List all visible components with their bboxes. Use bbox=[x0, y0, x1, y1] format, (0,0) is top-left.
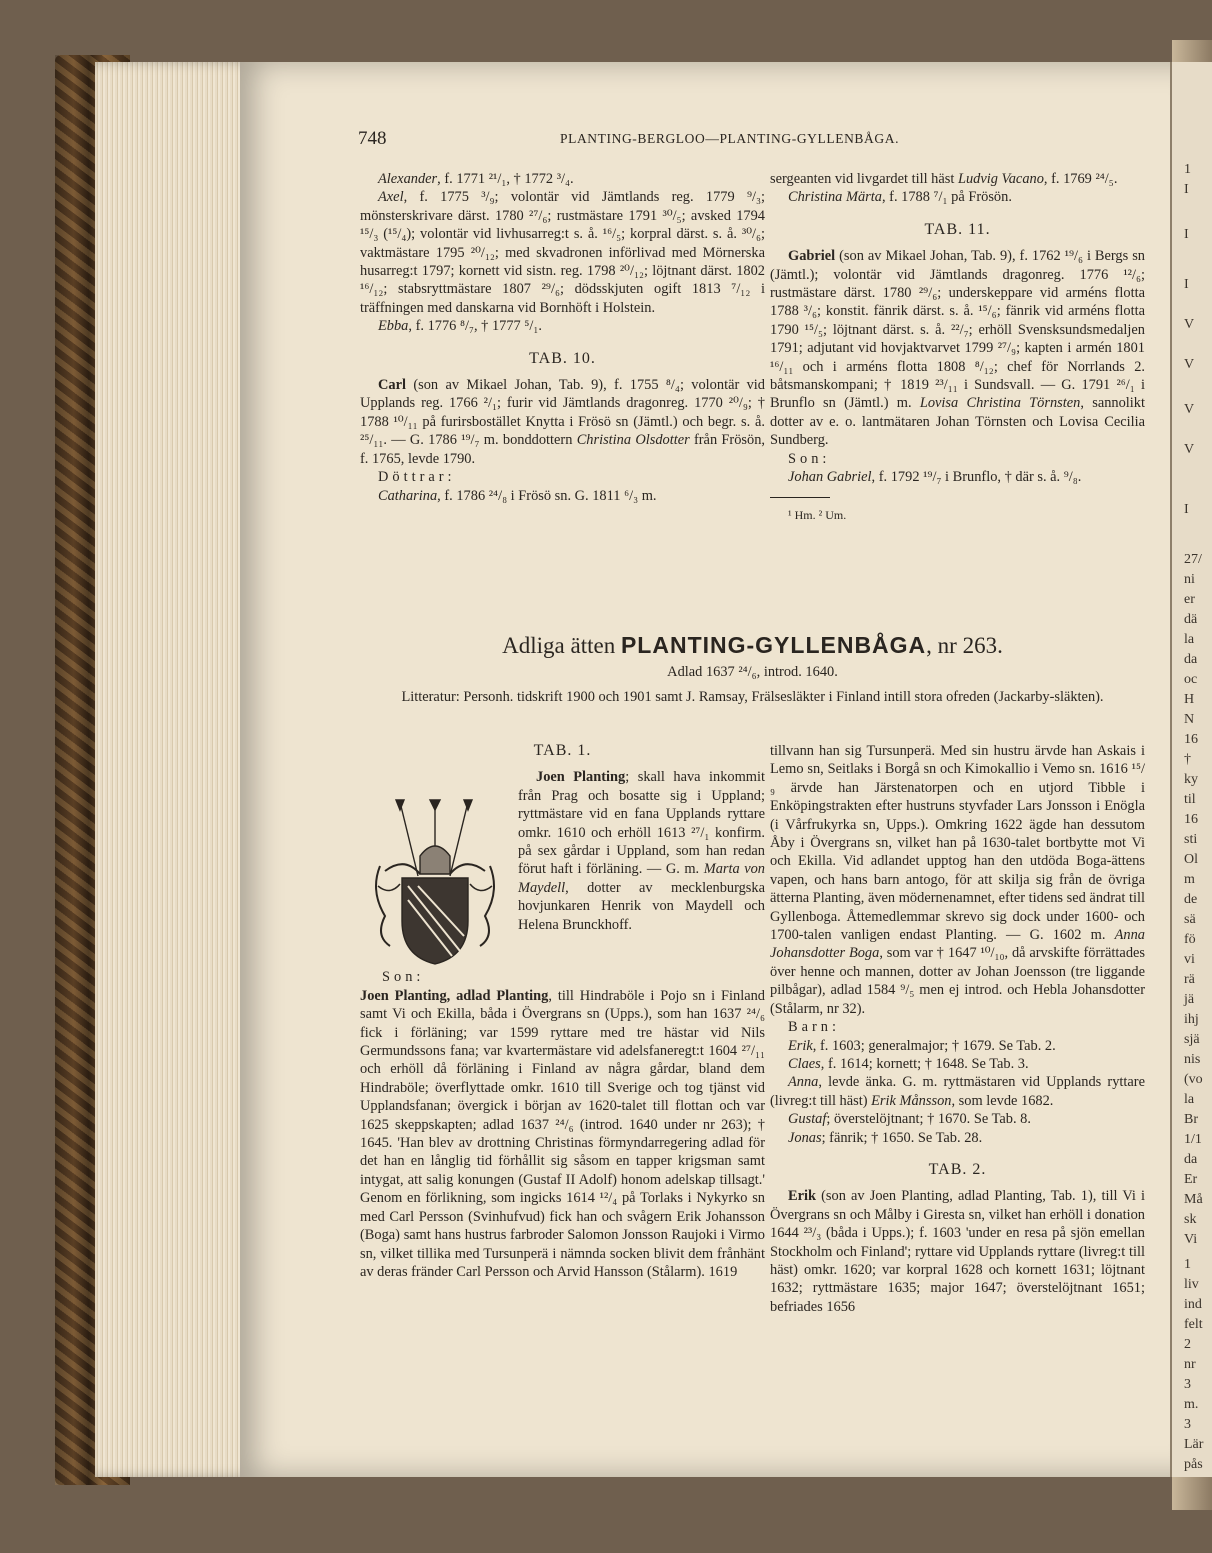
next-page-fragment: ky bbox=[1184, 772, 1198, 787]
entry-christina bbox=[770, 188, 1145, 206]
next-page-fragment: nis bbox=[1184, 1052, 1201, 1067]
next-page-fragment: sti bbox=[1184, 832, 1198, 847]
family-name: PLANTING-GYLLENBÅGA bbox=[620, 632, 927, 658]
body-text: (son av Mikael Johan, Tab. 9), f. 1762 ¹⁹/₆ i Bergs sn (Jämtl.); volontär vid Jämtlands dragonreg. 1776 ¹²/₆; rustmästare därst. 1780 ²⁹/₆; underskeppare vid arméns flotta 1788 ³/₆; konstit. fänrik därst. s. å. ¹⁵/₆; fänrik vid arméns flotta 1790 ¹⁵/₅; löjtnant därst. s. å. ²²/₇; erhöll Svensksundsmedaljen 1791; adjutant vid hovjaktvarvet 1799 ²⁷/₉; kapten i armén 1801 ¹⁶/₁₁ och i arméns flotta 1808 ⁸/₁₂; chef för Norrlands 2. båtsmanskompani; † 1819 ²³/₁₁ i Sundsvall. — G. 1791 ²⁶/₁ i Brunflo sn (Jämtl.) m. bbox=[770, 248, 1145, 412]
next-page-fragment: 2 bbox=[1184, 1337, 1191, 1352]
next-page-fragment: liv bbox=[1184, 1277, 1199, 1292]
coat-of-arms-icon bbox=[360, 796, 510, 968]
person-name: Anna bbox=[788, 1074, 819, 1091]
next-page-fragment: fö bbox=[1184, 932, 1196, 947]
bottom-left-column bbox=[360, 742, 765, 1281]
next-page-fragment: Er bbox=[1184, 1172, 1198, 1187]
child-entry bbox=[770, 1055, 1145, 1073]
person-name: Claes bbox=[788, 1055, 821, 1072]
footnote: ¹ Hm. ² Um. bbox=[788, 507, 847, 522]
person-name: Erik bbox=[788, 1188, 816, 1205]
next-page-fragment: dä bbox=[1184, 612, 1198, 627]
next-page-fragment: Ol bbox=[1184, 852, 1198, 867]
person-name: Johan Gabriel bbox=[788, 469, 872, 486]
body-text: , f. 1769 ²⁴/₅. bbox=[1043, 171, 1118, 187]
body-text: , f. 1786 ²⁴/₈ i Frösö sn. G. 1811 ⁶/₃ m. bbox=[437, 487, 657, 504]
spouse-name: Marta von Maydell bbox=[518, 861, 766, 896]
next-page-fragment: N bbox=[1184, 712, 1195, 727]
entry-axel bbox=[360, 188, 765, 317]
next-page-fragment: la bbox=[1184, 632, 1195, 647]
tab2-heading: TAB. 2. bbox=[928, 1160, 987, 1178]
next-page-fragment: pås bbox=[1184, 1457, 1203, 1472]
running-title: PLANTING-BERGLOO—PLANTING-GYLLENBÅGA. bbox=[560, 131, 900, 146]
body-text: (son av Joen Planting, adlad Planting, Tab. 1), till Vi i Övergrans sn och Målby i Giresta sn, vilket han erhöll i donation 1644 ²³/₃ (båda i Upps.); f. 1603 'under en resa på sjön emellan Stockholm och Finland'; ryttare vid Upplands ryttare (livreg:t till häst) omkr. 1620; var korpral 1628 och kornett 1631; löjtnant 1632; ryttmästare 1635; major 1647; överstelöjtnant 1651; befriades 1656 bbox=[770, 1188, 1145, 1315]
next-page-fragment: sk bbox=[1184, 1212, 1197, 1227]
person-name: Catharina bbox=[378, 487, 438, 504]
body-text: , dotter av mecklenburgska hovjunkaren Henrik von Maydell och Helena Brunckhoff. bbox=[518, 879, 765, 933]
spouse-name: Christina Olsdotter bbox=[576, 432, 690, 449]
person-name: Gustaf bbox=[788, 1111, 827, 1128]
son-label: Son: bbox=[788, 450, 831, 467]
next-page-fragment: sä bbox=[1184, 912, 1196, 927]
body-text: (son av Mikael Johan, Tab. 9), f. 1755 ⁸/₄; volontär vid Upplands reg. 1766 ²/₁; furir vid Jämtlands dragonreg. 1770 ²⁰/₉; † 1788 ¹⁰/₁₁ på furirsbostället Knytta i Frösö sn (Jämtl.) och begr. s. å. ²⁵/₁₁. — G. 1786 ¹⁹/₇ m. bonddottern bbox=[360, 377, 765, 449]
next-page-fragment: vi bbox=[1184, 952, 1195, 967]
body-text: ; fänrik; † 1650. Se Tab. 28. bbox=[821, 1129, 983, 1146]
next-page-fragment: I bbox=[1184, 182, 1189, 197]
continued-text bbox=[770, 170, 1145, 188]
person-name: Joen Planting bbox=[536, 769, 626, 786]
next-page-fragment: ind bbox=[1184, 1297, 1202, 1312]
person-name: Joen Planting, adlad Planting bbox=[360, 987, 549, 1004]
page-number: 748 bbox=[358, 128, 387, 149]
spouse-name: Ludvig Vacano bbox=[957, 171, 1044, 187]
entry-name: Alexander bbox=[378, 171, 438, 187]
person-name: Erik bbox=[788, 1037, 813, 1054]
tab2-text bbox=[770, 1187, 1145, 1316]
next-page-fragment: I bbox=[1184, 502, 1189, 517]
entry-name: Axel bbox=[378, 189, 404, 206]
top-left-column bbox=[360, 170, 765, 505]
daughter-entry bbox=[360, 487, 765, 505]
next-page-fragment: Lär bbox=[1184, 1437, 1204, 1452]
child-entry bbox=[770, 1129, 1145, 1147]
next-page-fragment: 16 bbox=[1184, 732, 1198, 747]
next-page-fragment: 16 bbox=[1184, 812, 1198, 827]
next-page-fragment: Må bbox=[1184, 1192, 1203, 1207]
next-page-fragment: rä bbox=[1184, 972, 1195, 987]
children-label: Barn: bbox=[788, 1019, 840, 1036]
next-page-fragment: ihj bbox=[1184, 1012, 1199, 1027]
tab10-text bbox=[360, 376, 765, 468]
son-entry bbox=[360, 987, 765, 1282]
next-page-fragment: til bbox=[1184, 792, 1196, 807]
person-name: Carl bbox=[378, 377, 406, 394]
body-text: sergeanten vid livgardet till häst bbox=[770, 171, 958, 187]
child-entry bbox=[770, 1037, 1145, 1055]
person-name: Christina Märta bbox=[788, 189, 882, 206]
literature-line: Litteratur: Personh. tidskrift 1900 och 1901 samt J. Ramsay, Frälsesläkter i Finland intill stora ofreden (Jackarby-släkten). bbox=[401, 689, 1104, 705]
entry-ebba bbox=[360, 317, 765, 335]
son-entry bbox=[770, 468, 1145, 486]
body-text: ; skall hava inkommit från Prag och bosatte sig i Uppland; ryttmästare vid en fana Upplands ryttare omkr. 1610 och erhöll 1613 ²⁷/₁ konfirm. på sex gårdar i Uppland, som han redan förut haft i förläning. — G. m. bbox=[518, 769, 766, 878]
spouse-name: Erik Månsson bbox=[871, 1092, 952, 1109]
body-text: , till Hindraböle i Pojo sn i Finland samt Vi och Ekilla, båda i Övergrans sn (Upps.), som han 1637 ²⁴/₆ fick i förläning; var 1599 ryttare med tre hästar vid Nils Germundssons fana; var kvartermästare vid adelsfaneregt:t 1604 ²⁷/₁₁ och erhöll då förläning i Finland av några gårdar, bland dem Hindraböle; överflyttade omkr. 1610 till Sverige och tog tjänst vid Upplandsfanan; övergick i början av 1620-talet till flottan och var 1625 skeppskapten; adlad 1637 ²⁴/₆ (introd. 1640 under nr 263); † 1645. 'Han blev av drottning Christinas förmyndarregering adlad för det han en långlig tid förhållit sig såsom en tapper krigsman samt intygat, att salig konungen (Gustaf II Adolf) honom adelskap tillsagt.' Genom en förlikning, som ingicks 1614 ¹²/₄ på Torlaks i Nykyrko sn med Carl Persson (Svinhufvud) fick han och svågern Erik Johansson (Boga) samt hans hustrus farbroder Salomon Jonsson Raujoki i Virmo sn, vilket tillika med Tursunperä i nämnda socken blivit dem frånhänt av deras fränder Carl Persson och Arvid Hansson (Stålarm). 1619 bbox=[360, 987, 765, 1280]
body-text: ; överstelöjtnant; † 1670. Se Tab. 8. bbox=[826, 1111, 1031, 1128]
tab10-heading: TAB. 10. bbox=[529, 349, 596, 367]
entry-name: Ebba bbox=[378, 318, 409, 335]
tab11-heading: TAB. 11. bbox=[924, 220, 991, 238]
next-page-fragment: oc bbox=[1184, 672, 1198, 687]
next-page-fragment: H bbox=[1184, 692, 1195, 707]
tab11-text bbox=[770, 247, 1145, 449]
spouse-name: Anna Johansdotter Boga bbox=[770, 927, 1145, 962]
child-entry bbox=[770, 1073, 1145, 1110]
next-page-fragment: † bbox=[1184, 752, 1191, 767]
next-page-fragment: 27/ bbox=[1184, 552, 1202, 567]
next-page-fragment: 3 bbox=[1184, 1417, 1191, 1432]
spouse-name: Lovisa Christina Törnsten bbox=[919, 395, 1081, 412]
next-page-fragment: 1 bbox=[1184, 162, 1191, 177]
next-page-edge bbox=[1170, 62, 1212, 1477]
next-page-fragment: da bbox=[1184, 652, 1198, 667]
next-page-fragment: er bbox=[1184, 592, 1195, 607]
body-text: , f. 1603; generalmajor; † 1679. Se Tab. 2. bbox=[812, 1037, 1056, 1054]
top-right-column bbox=[770, 170, 1145, 524]
person-name: Gabriel bbox=[788, 248, 836, 265]
family-title bbox=[360, 632, 1145, 659]
continued-text bbox=[770, 742, 1145, 1018]
footnote-divider bbox=[770, 497, 830, 498]
tab1-heading: TAB. 1. bbox=[533, 742, 592, 759]
next-page-fragment: 1 bbox=[1184, 1257, 1191, 1272]
body-text: , f. 1792 ¹⁹/₇ i Brunflo, † där s. å. ⁹/₈. bbox=[871, 469, 1082, 486]
entry-text: , f. 1771 ²¹/₁, † 1772 ³/₄. bbox=[437, 171, 574, 187]
next-page-fragment: felt bbox=[1184, 1317, 1203, 1332]
next-page-fragment: (vo bbox=[1184, 1072, 1203, 1087]
next-page-fragment: V bbox=[1184, 442, 1195, 457]
next-page-fragment: m. bbox=[1184, 1397, 1199, 1412]
body-text: , f. 1614; kornett; † 1648. Se Tab. 3. bbox=[820, 1055, 1029, 1072]
body-text: , som var † 1647 ¹⁰/₁₀, då arvskifte förrättades över henne och mannen, dotter av Johan Joensson (tre liggande pilbågar), adlad 1584 ⁹/₅ men ej introd. och Hebla Johansdotter (Stålarm, nr 32). bbox=[770, 945, 1146, 1017]
next-page-fragment: I bbox=[1184, 227, 1189, 242]
child-entry bbox=[770, 1110, 1145, 1128]
body-text: , som levde 1682. bbox=[951, 1092, 1054, 1109]
entry-text: , f. 1775 ³/₉; volontär vid Jämtlands reg. 1779 ⁹/₃; mönsterskrivare därst. 1780 ²⁷/₆; rustmästare 1791 ³⁰/₅; avsked 1794 ¹⁵/₃ (¹⁵/₄); volontär vid livhusarreg:t s. å. ¹⁶/₅; korpral därst. s. å. ³⁰/₆; vaktmästare 1795 ²⁰/₁₂; med skvadronen införlivad med Mörnerska husarreg:t 1797; kornett vid sistn. reg. 1798 ²⁰/₁₂; löjtnant därst. 1802 ¹⁶/₁₂; stabsryttmästare 1807 ²⁹/₆; dödsskjuten ogift 1813 ⁷/₁₂ i träffningen med danskarna vid Bornhöft i Holstein. bbox=[360, 189, 765, 316]
next-page-fragment: Br bbox=[1184, 1112, 1198, 1127]
title-prefix: Adliga ätten bbox=[502, 633, 621, 658]
body-text: , sannolikt dotter av e. o. lantmätaren Johan Törnsten och Lovisa Cecilia Sundberg. bbox=[770, 395, 1145, 449]
next-page-fragment: m bbox=[1184, 872, 1195, 887]
body-text: från Frösön, f. 1765, levde 1790. bbox=[360, 432, 765, 467]
ennobled-line: Adlad 1637 ²⁴/₆, introd. 1640. bbox=[667, 664, 838, 680]
person-name: Jonas bbox=[788, 1129, 822, 1146]
body-text: , levde änka. G. m. ryttmästaren vid Upplands ryttare (livreg:t till häst) bbox=[770, 1074, 1145, 1109]
next-page-fragment: V bbox=[1184, 357, 1195, 372]
next-page-fragment: Vi bbox=[1184, 1232, 1198, 1247]
next-page-fragment: la bbox=[1184, 1092, 1195, 1107]
entry-alexander bbox=[360, 170, 765, 188]
next-page-fragment: ni bbox=[1184, 572, 1195, 587]
next-page-fragment: 3 bbox=[1184, 1377, 1191, 1392]
body-text: , f. 1788 ⁷/₁ på Frösön. bbox=[881, 189, 1012, 206]
daughters-label: Döttrar: bbox=[378, 469, 456, 486]
next-page-fragment: da bbox=[1184, 1152, 1198, 1167]
next-page-fragment: V bbox=[1184, 317, 1195, 332]
entry-text: , f. 1776 ⁸/₇, † 1777 ⁵/₁. bbox=[408, 318, 542, 335]
son-label: Son: bbox=[382, 969, 425, 986]
next-page-fragment: de bbox=[1184, 892, 1198, 907]
bottom-right-column bbox=[770, 742, 1145, 1316]
next-page-fragment: 1/1 bbox=[1184, 1132, 1202, 1147]
next-page-fragment: nr bbox=[1184, 1357, 1196, 1372]
next-page-fragment: V bbox=[1184, 402, 1195, 417]
title-suffix: , nr 263. bbox=[926, 633, 1003, 658]
body-text: tillvann han sig Tursunperä. Med sin hustru ärvde han Askais i Lemo sn, Seitlaks i Borgå sn och Kimokallio i Vemo sn. 1616 ¹⁵/₉ ärvde han Järstenatorpen och en utjord Tibble i Enköpingstrakten efter hustruns styvfader Lars Jonsson i Enögla (i Vårfrukyrka sn, Upps.). Omkring 1622 ägde han dessutom Åby i Övergrans sn, vilket han på 1630-talet bortbytte mot Vi och Ekilla. Vid adlandet upptog han den utdöda Boga-ättens vapen, och hans barn antogo, för att skilja sig från de övriga ätterna Planting, även mödernenamnet, efter tidens sed ändrat till Gyllenboga. Åttemedlemmar skrevo sig dock under 1600- och 1700-talen vanligen endast Planting. — G. 1602 m. bbox=[770, 743, 1145, 944]
next-page-fragment: sjä bbox=[1184, 1032, 1200, 1047]
next-page-fragment: I bbox=[1184, 277, 1189, 292]
next-page-fragment: jä bbox=[1184, 992, 1195, 1007]
